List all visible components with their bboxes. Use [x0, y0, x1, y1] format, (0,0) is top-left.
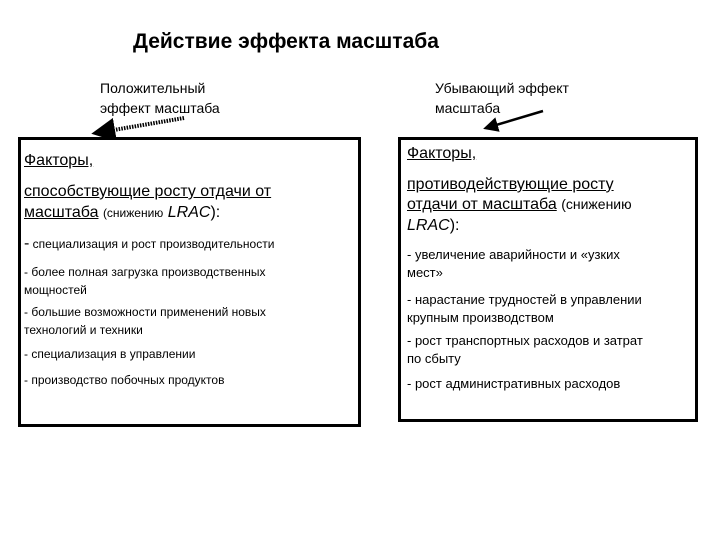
- positive-subheading-line2: [24, 202, 220, 224]
- negative-subheading-line2: [407, 194, 632, 215]
- positive-item-3-line2: технологий и техники: [24, 323, 143, 337]
- negative-item-1: [407, 246, 620, 282]
- negative-item-2: [407, 291, 642, 327]
- positive-item-5: [24, 371, 224, 389]
- positive-item-2-line2: мощностей: [24, 283, 87, 297]
- negative-item-1-line1: - увеличение аварийности и «узких: [407, 247, 620, 262]
- negative-item-3-line1: - рост транспортных расходов и затрат: [407, 333, 643, 348]
- negative-item-3: [407, 332, 643, 368]
- page-title: Действие эффекта масштаба: [133, 30, 439, 53]
- negative-item-2-line1: - нарастание трудностей в управлении: [407, 292, 642, 307]
- positive-item-4: [24, 345, 195, 363]
- positive-subheading-word: масштаба: [24, 204, 99, 221]
- negative-subheading-words: отдачи от масштаба: [407, 196, 557, 213]
- negative-item-1-line2: мест»: [407, 265, 443, 280]
- negative-item-3-line2: по сбыту: [407, 351, 461, 366]
- positive-item-1: [24, 235, 274, 253]
- positive-label-line2: эффект масштаба: [100, 100, 220, 116]
- positive-note-close: ):: [210, 204, 221, 221]
- negative-item-4: [407, 375, 620, 393]
- positive-label-line1: Положительный: [100, 80, 206, 96]
- positive-item-5-line1: - производство побочных продуктов: [24, 373, 225, 387]
- positive-item-3: [24, 303, 266, 339]
- negative-factors-box: [398, 137, 698, 422]
- negative-label-line1: Убывающий эффект: [435, 80, 569, 96]
- positive-item-1-text: специализация и рост производительности: [32, 237, 275, 251]
- negative-subheading-note: (снижению: [561, 196, 632, 212]
- negative-label-line2: масштаба: [435, 100, 501, 116]
- negative-lrac: LRAC: [407, 217, 450, 234]
- positive-item-4-line1: - специализация в управлении: [24, 347, 196, 361]
- positive-factors-box: [18, 137, 361, 427]
- positive-item-2: [24, 263, 265, 299]
- negative-item-2-line2: крупным производством: [407, 310, 554, 325]
- positive-item-1-dash: -: [24, 235, 30, 252]
- positive-arrow: [96, 118, 184, 133]
- negative-subheading-line1: противодействующие росту: [407, 176, 614, 193]
- negative-heading: Факторы,: [407, 145, 477, 162]
- negative-subheading-line3: [407, 215, 459, 236]
- negative-note-close: ):: [449, 217, 460, 234]
- positive-item-2-line1: - более полная загрузка производственных: [24, 265, 266, 279]
- negative-item-4-line1: - рост административных расходов: [407, 376, 621, 391]
- positive-heading: Факторы,: [24, 152, 94, 169]
- positive-lrac: LRAC: [167, 204, 211, 221]
- positive-item-3-line1: - большие возможности применений новых: [24, 305, 266, 319]
- positive-subheading-line1: способствующие росту отдачи от: [24, 183, 272, 200]
- positive-subheading-note: (снижению: [102, 206, 164, 220]
- negative-arrow: [486, 111, 543, 128]
